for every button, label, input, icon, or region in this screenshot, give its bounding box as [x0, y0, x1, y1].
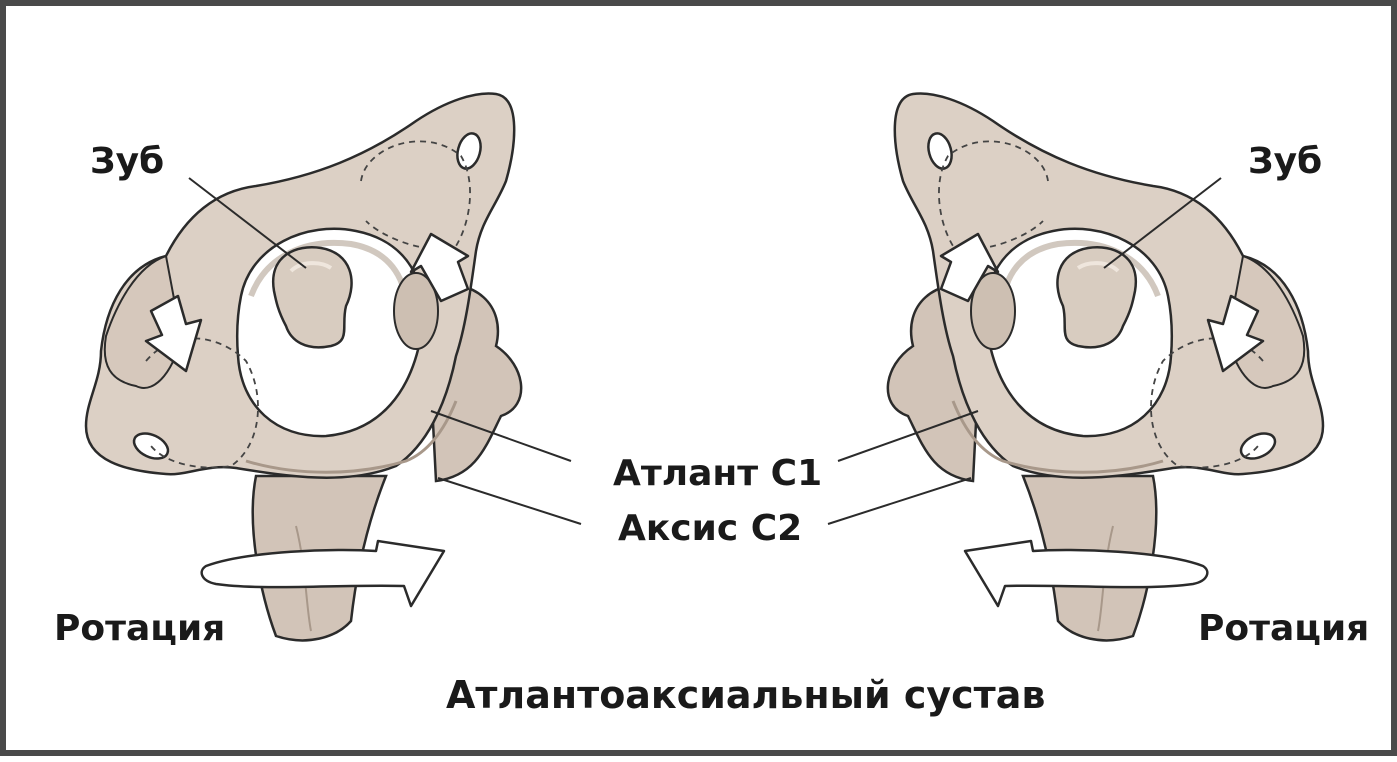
leader-line-axis-right	[828, 478, 971, 524]
diagram-title: Атлантоаксиальный сустав	[446, 673, 1046, 717]
rotation-label-right: Ротация	[1198, 608, 1370, 649]
leader-line-axis-left	[438, 478, 581, 524]
rotation-label-left: Ротация	[54, 608, 226, 649]
tooth-label-right: Зуб	[1248, 141, 1323, 182]
tooth-label-left: Зуб	[90, 141, 165, 182]
atlas-c1-label: Атлант C1	[613, 453, 823, 494]
axis-c2-label: Аксис C2	[618, 508, 803, 549]
